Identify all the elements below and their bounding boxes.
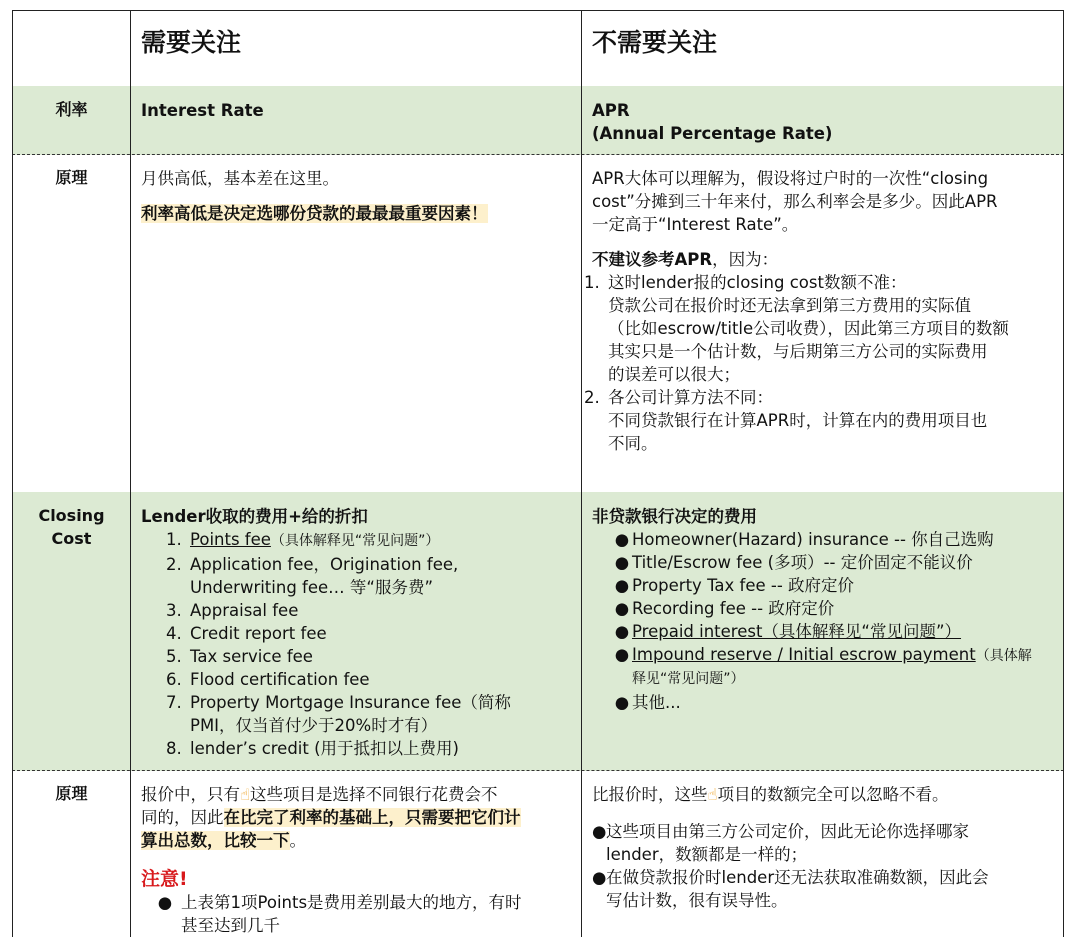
text-part: 。 bbox=[289, 831, 306, 850]
reason-item-2 bbox=[584, 386, 1055, 409]
fee-text: PMI，仅当首付少于20%时才有） bbox=[190, 716, 438, 735]
fee-text: Credit report fee bbox=[190, 624, 327, 643]
reason-num: 2. bbox=[584, 388, 600, 407]
rate-focus-cell bbox=[131, 86, 582, 154]
third-party-item bbox=[612, 528, 1055, 551]
reason-num: 1. bbox=[584, 273, 600, 292]
highlight-part: 算出总数，比较一下 bbox=[141, 831, 290, 850]
item-text: Recording fee -- 政府定价 bbox=[632, 599, 835, 618]
third-party-item bbox=[612, 574, 1055, 597]
detail-line: 的误差可以很大； bbox=[608, 365, 740, 384]
third-party-fees-content bbox=[592, 505, 1055, 714]
bullet-dot-icon: ● bbox=[614, 622, 630, 641]
bullet-text: 写估计数，很有误导性。 bbox=[606, 891, 788, 910]
bullet-dot-icon: ● bbox=[592, 822, 607, 841]
points-fee-link[interactable]: Points fee bbox=[190, 530, 271, 549]
header-empty-cell bbox=[12, 11, 131, 87]
fee-text: Tax service fee bbox=[190, 647, 313, 666]
detail-line: 不同。 bbox=[608, 434, 658, 453]
third-party-fees-title: 非贷款银行决定的费用 bbox=[592, 507, 757, 526]
notice-text: 甚至达到几千 bbox=[181, 916, 280, 935]
compare-line bbox=[141, 783, 573, 806]
item-text: Property Tax fee -- 政府定价 bbox=[632, 576, 855, 595]
label-line: Cost bbox=[51, 529, 92, 548]
reason-item-1 bbox=[584, 271, 1055, 294]
compare-line bbox=[141, 806, 573, 829]
header-focus-title: 需要关注 bbox=[141, 28, 242, 57]
reason-title: 这时lender报的closing cost数额不准： bbox=[608, 273, 907, 292]
principle2-ignore-content bbox=[592, 783, 1055, 912]
bullet-dot-icon: ● bbox=[614, 553, 630, 572]
principle1-label-cell bbox=[12, 154, 131, 492]
ignore-bullet bbox=[592, 820, 1055, 866]
not-recommended-tail: ，因为： bbox=[712, 250, 779, 269]
principle1-focus-content bbox=[141, 167, 573, 225]
bullet-dot-icon: ● bbox=[614, 599, 630, 618]
fee-num: 3. bbox=[166, 601, 182, 620]
third-party-item bbox=[612, 691, 1055, 714]
key-factor-highlight: 利率高低是决定选哪份贷款的最最最重要因素！ bbox=[141, 204, 488, 223]
bullet-dot-icon: ● bbox=[157, 893, 173, 912]
third-party-item bbox=[612, 643, 1055, 691]
detail-line: （比如escrow/title公司收费），因此第三方项目的数额 bbox=[608, 319, 1009, 338]
header-ignore-title: 不需要关注 bbox=[592, 28, 718, 57]
bullet-text: lender，数额都是一样的； bbox=[606, 845, 808, 864]
principle1-focus-cell bbox=[131, 154, 582, 492]
header-cell-focus bbox=[131, 11, 582, 87]
third-party-item bbox=[612, 597, 1055, 620]
apr-explain-line: 一定高于“Interest Rate”。 bbox=[592, 215, 799, 234]
apr-explain-line: APR大体可以理解为，假设将过户时的一次性“closing bbox=[592, 169, 989, 188]
compare-line bbox=[141, 829, 573, 852]
fee-num: 7. bbox=[166, 693, 182, 712]
bullet-dot-icon: ● bbox=[614, 693, 630, 712]
ignore-line bbox=[592, 783, 1055, 806]
fee-num: 6. bbox=[166, 670, 182, 689]
rate-label-cell bbox=[12, 86, 131, 154]
fee-item bbox=[166, 622, 573, 645]
apr-line: APR bbox=[592, 101, 630, 120]
fee-num: 8. bbox=[166, 739, 182, 758]
rate-row bbox=[12, 86, 1064, 155]
notice-bullet bbox=[141, 891, 573, 937]
item-note: （具体解 bbox=[975, 648, 1032, 664]
bullet-text: 在做贷款报价时lender还无法获取准确数额，因此会 bbox=[606, 868, 989, 887]
fee-item bbox=[166, 599, 573, 622]
fee-note: （具体解释见“常见问题”） bbox=[270, 533, 440, 549]
item-note: 释见“常见问题”） bbox=[632, 671, 745, 687]
label-line: Closing bbox=[38, 506, 105, 525]
apr-text bbox=[592, 99, 1055, 145]
principle2-focus-cell bbox=[131, 770, 582, 937]
apr-explain-line: cost”分摊到三十年来付，那么利率会是多少。因此APR bbox=[592, 192, 998, 211]
fee-text: lender’s credit (用于抵扣以上费用) bbox=[190, 739, 459, 758]
bullet-dot-icon: ● bbox=[614, 645, 630, 664]
fee-item bbox=[166, 528, 573, 553]
reason-1-detail bbox=[592, 294, 1055, 386]
principle-label: 原理 bbox=[55, 784, 88, 803]
notice-heading: 注意! bbox=[141, 868, 188, 890]
fee-item bbox=[166, 668, 573, 691]
rate-label: 利率 bbox=[55, 100, 88, 119]
detail-line: 贷款公司在报价时还无法拿到第三方费用的实际值 bbox=[608, 296, 971, 315]
item-text: 其他... bbox=[632, 693, 681, 712]
closing-cost-row bbox=[12, 492, 1064, 771]
text-part: 报价中，只有 bbox=[141, 785, 240, 804]
impound-reserve-link[interactable]: Impound reserve / Initial escrow payment bbox=[632, 645, 976, 664]
principle1-ignore-cell bbox=[582, 154, 1064, 492]
detail-line: 其实只是一个估计数，与后期第三方公司的实际费用 bbox=[608, 342, 988, 361]
fee-text: Application fee，Origination fee, bbox=[190, 555, 459, 574]
item-text: Title/Escrow fee (多项）-- 定价固定不能议价 bbox=[632, 553, 973, 572]
lender-fees-cell bbox=[131, 492, 582, 770]
pointing-hand-icon: ☝ bbox=[707, 785, 718, 804]
principle-label: 原理 bbox=[55, 168, 88, 187]
lender-fees-content bbox=[141, 505, 573, 760]
pointing-hand-icon: ☝ bbox=[240, 785, 251, 804]
interest-rate-text: Interest Rate bbox=[141, 101, 264, 120]
fee-num: 1. bbox=[166, 530, 182, 549]
ignore-bullet bbox=[592, 866, 1055, 912]
third-party-item bbox=[612, 620, 1055, 643]
monthly-payment-text: 月供高低，基本差在这里。 bbox=[141, 169, 339, 188]
text-part: 项目的数额完全可以忽略不看。 bbox=[717, 785, 949, 804]
fee-text: Underwriting fee… 等“服务费” bbox=[190, 578, 433, 597]
text-part: 这些项目是选择不同银行花费会不 bbox=[250, 785, 498, 804]
apr-full-line: (Annual Percentage Rate) bbox=[592, 124, 833, 143]
reason-title: 各公司计算方法不同： bbox=[608, 388, 773, 407]
not-recommended-bold: 不建议参考APR bbox=[592, 250, 713, 269]
fee-text: Property Mortgage Insurance fee（简称 bbox=[190, 693, 511, 712]
fee-num: 2. bbox=[166, 555, 182, 574]
text-part: 同的，因此 bbox=[141, 808, 224, 827]
reason-2-detail bbox=[592, 409, 1055, 455]
header-row bbox=[12, 10, 1064, 88]
principle1-ignore-content bbox=[584, 167, 1055, 455]
principle-row-1 bbox=[12, 154, 1064, 495]
third-party-item bbox=[612, 551, 1055, 574]
bullet-dot-icon: ● bbox=[592, 868, 607, 887]
fee-text: Flood certification fee bbox=[190, 670, 370, 689]
fee-item bbox=[166, 691, 573, 737]
principle-row-2 bbox=[12, 770, 1064, 937]
closing-cost-label bbox=[13, 504, 130, 550]
principle2-ignore-cell bbox=[582, 770, 1064, 937]
highlight-part: 在比完了利率的基础上，只需要把它们计 bbox=[223, 808, 521, 827]
principle2-focus-content bbox=[141, 783, 573, 937]
principle2-label-cell bbox=[12, 770, 131, 937]
notice-text: 上表第1项Points是费用差别最大的地方，有时 bbox=[181, 893, 522, 912]
lender-fees-title: Lender收取的费用+给的折扣 bbox=[141, 507, 368, 526]
rate-ignore-cell bbox=[582, 86, 1064, 154]
prepaid-interest-link[interactable]: Prepaid interest（具体解释见“常见问题”） bbox=[632, 622, 962, 641]
bullet-dot-icon: ● bbox=[614, 530, 630, 549]
fee-item bbox=[166, 737, 573, 760]
item-text: Homeowner(Hazard) insurance -- 你自己选购 bbox=[632, 530, 994, 549]
closing-cost-label-cell bbox=[12, 492, 131, 770]
detail-line: 不同贷款银行在计算APR时，计算在内的费用项目也 bbox=[608, 411, 988, 430]
header-cell-ignore bbox=[582, 11, 1064, 87]
not-recommended-line bbox=[592, 248, 1055, 271]
fee-item bbox=[166, 553, 573, 599]
fee-num: 5. bbox=[166, 647, 182, 666]
bullet-text: 这些项目由第三方公司定价，因此无论你选择哪家 bbox=[606, 822, 969, 841]
third-party-fees-cell bbox=[582, 492, 1064, 770]
fee-item bbox=[166, 645, 573, 668]
text-part: 比报价时，这些 bbox=[592, 785, 708, 804]
bullet-dot-icon: ● bbox=[614, 576, 630, 595]
fee-num: 4. bbox=[166, 624, 182, 643]
fee-text: Appraisal fee bbox=[190, 601, 299, 620]
